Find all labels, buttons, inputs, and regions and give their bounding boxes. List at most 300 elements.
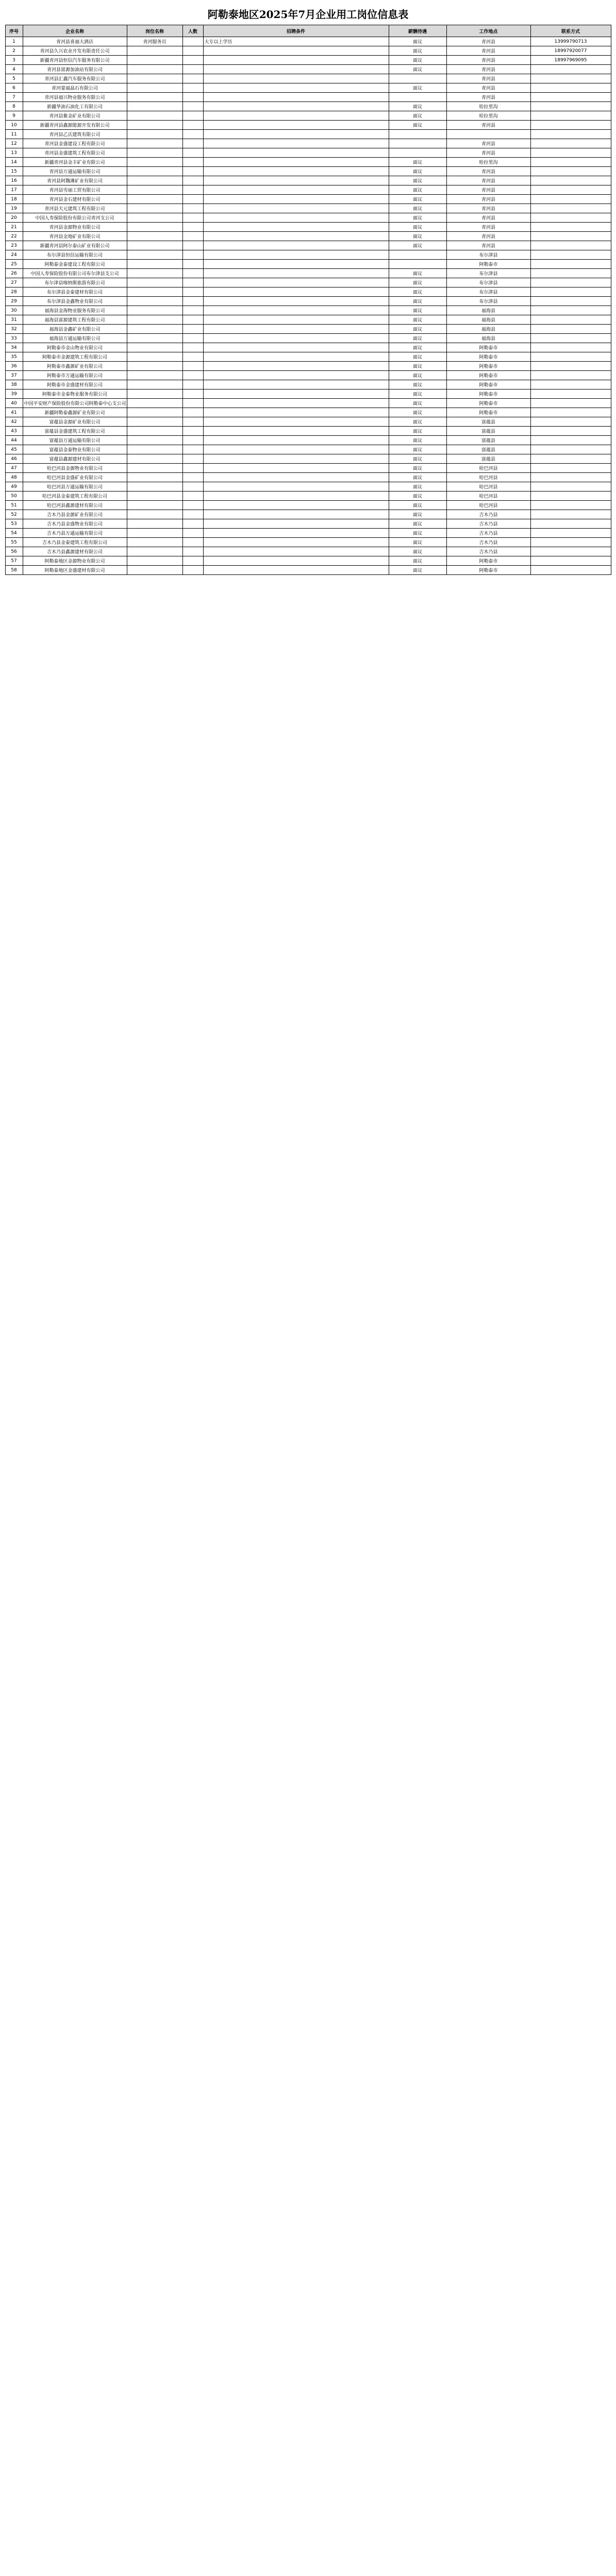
cell-company: 中国平安财产保险股份有限公司阿勒泰中心支公司 (23, 399, 127, 408)
cell-contact (530, 380, 611, 389)
cell-contact (530, 213, 611, 223)
cell-location: 阿勒泰市 (446, 343, 530, 352)
cell-location: 布尔津县 (446, 297, 530, 306)
cell-no: 15 (5, 167, 23, 176)
cell-contact (530, 492, 611, 501)
cell-requirement (203, 362, 389, 371)
header-contact: 联系方式 (530, 25, 611, 37)
cell-count (182, 260, 203, 269)
cell-contact (530, 148, 611, 158)
cell-company: 哈巴河县金泰建筑工程有限公司 (23, 492, 127, 501)
cell-company: 吉木乃县鑫源建材有限公司 (23, 547, 127, 556)
cell-no: 48 (5, 473, 23, 482)
cell-salary: 面议 (389, 399, 446, 408)
cell-salary: 面议 (389, 343, 446, 352)
cell-location: 吉木乃县 (446, 519, 530, 529)
cell-position: 青河服务员 (127, 37, 182, 46)
cell-location: 吉木乃县 (446, 510, 530, 519)
cell-position (127, 176, 182, 185)
cell-requirement (203, 427, 389, 436)
cell-position (127, 65, 182, 74)
cell-contact (530, 482, 611, 492)
table-row (5, 83, 611, 93)
cell-location (446, 130, 530, 139)
cell-position (127, 501, 182, 510)
cell-requirement (203, 185, 389, 195)
table-row (5, 74, 611, 83)
cell-salary: 面议 (389, 223, 446, 232)
cell-company: 富蕴县鑫源建材有限公司 (23, 454, 127, 464)
cell-requirement (203, 371, 389, 380)
cell-location: 福海县 (446, 334, 530, 343)
cell-salary: 面议 (389, 83, 446, 93)
cell-count (182, 566, 203, 575)
cell-count (182, 204, 203, 213)
cell-contact (530, 65, 611, 74)
cell-salary: 面议 (389, 436, 446, 445)
cell-company: 青河县阿魏滩矿业有限公司 (23, 176, 127, 185)
cell-no: 54 (5, 529, 23, 538)
cell-contact (530, 83, 611, 93)
cell-contact (530, 93, 611, 102)
cell-company: 青河县福兴物业服务有限公司 (23, 93, 127, 102)
cell-requirement (203, 158, 389, 167)
cell-position (127, 464, 182, 473)
cell-contact (530, 519, 611, 529)
cell-no: 30 (5, 306, 23, 315)
cell-count (182, 325, 203, 334)
cell-no: 55 (5, 538, 23, 547)
cell-salary: 面议 (389, 547, 446, 556)
cell-requirement (203, 223, 389, 232)
cell-position (127, 352, 182, 362)
cell-position (127, 380, 182, 389)
cell-salary: 面议 (389, 473, 446, 482)
cell-location: 福海县 (446, 306, 530, 315)
cell-position (127, 148, 182, 158)
cell-location: 阿勒泰市 (446, 260, 530, 269)
cell-location: 阿勒泰市 (446, 399, 530, 408)
cell-no: 42 (5, 417, 23, 427)
cell-salary: 面议 (389, 427, 446, 436)
cell-requirement (203, 213, 389, 223)
cell-count (182, 297, 203, 306)
cell-salary: 面议 (389, 464, 446, 473)
cell-salary: 面议 (389, 482, 446, 492)
table-row (5, 417, 611, 427)
cell-requirement (203, 408, 389, 417)
cell-salary (389, 148, 446, 158)
cell-salary: 面议 (389, 111, 446, 121)
table-row (5, 185, 611, 195)
header-company: 企业名称 (23, 25, 127, 37)
table-row (5, 529, 611, 538)
cell-contact (530, 232, 611, 241)
cell-contact (530, 362, 611, 371)
cell-salary (389, 250, 446, 260)
table-row (5, 538, 611, 547)
cell-requirement (203, 232, 389, 241)
cell-contact (530, 74, 611, 83)
cell-requirement (203, 454, 389, 464)
cell-count (182, 241, 203, 250)
cell-salary: 面议 (389, 241, 446, 250)
cell-count (182, 37, 203, 46)
cell-no: 27 (5, 278, 23, 287)
cell-contact (530, 538, 611, 547)
cell-requirement (203, 417, 389, 427)
cell-location: 哈拉里沟 (446, 102, 530, 111)
cell-location: 青河县 (446, 139, 530, 148)
cell-contact (530, 399, 611, 408)
cell-no: 32 (5, 325, 23, 334)
cell-salary: 面议 (389, 417, 446, 427)
cell-location: 青河县 (446, 83, 530, 93)
cell-count (182, 65, 203, 74)
cell-count (182, 46, 203, 56)
cell-no: 5 (5, 74, 23, 83)
cell-salary: 面议 (389, 297, 446, 306)
cell-contact (530, 436, 611, 445)
cell-company: 哈巴河县金盛矿业有限公司 (23, 473, 127, 482)
cell-position (127, 74, 182, 83)
cell-count (182, 352, 203, 362)
cell-position (127, 399, 182, 408)
cell-requirement (203, 102, 389, 111)
cell-company: 阿勒泰地区金源物业有限公司 (23, 556, 127, 566)
cell-company: 青河县金源物业有限公司 (23, 223, 127, 232)
cell-contact (530, 121, 611, 130)
cell-count (182, 278, 203, 287)
cell-salary (389, 260, 446, 269)
cell-salary: 面议 (389, 195, 446, 204)
cell-requirement (203, 343, 389, 352)
cell-requirement (203, 436, 389, 445)
cell-requirement (203, 464, 389, 473)
cell-location: 哈巴河县 (446, 473, 530, 482)
cell-count (182, 176, 203, 185)
cell-no: 6 (5, 83, 23, 93)
cell-no: 3 (5, 56, 23, 65)
cell-no: 49 (5, 482, 23, 492)
cell-contact (530, 464, 611, 473)
cell-contact (530, 139, 611, 148)
cell-location: 青河县 (446, 46, 530, 56)
cell-location: 布尔津县 (446, 287, 530, 297)
table-row (5, 250, 611, 260)
cell-location: 哈巴河县 (446, 492, 530, 501)
cell-count (182, 482, 203, 492)
cell-location: 哈巴河县 (446, 482, 530, 492)
cell-requirement (203, 260, 389, 269)
table-row (5, 334, 611, 343)
cell-count (182, 436, 203, 445)
cell-company: 吉木乃县金泰建筑工程有限公司 (23, 538, 127, 547)
cell-requirement (203, 130, 389, 139)
cell-count (182, 445, 203, 454)
table-row (5, 176, 611, 185)
cell-position (127, 121, 182, 130)
cell-salary: 面议 (389, 334, 446, 343)
cell-contact (530, 111, 611, 121)
cell-count (182, 417, 203, 427)
cell-company: 阿勒泰市金盛建材有限公司 (23, 380, 127, 389)
cell-company: 布尔津县金鑫物业有限公司 (23, 297, 127, 306)
cell-company: 青河县汇鑫汽车服务有限公司 (23, 74, 127, 83)
table-row (5, 232, 611, 241)
cell-company: 青河县乙氏建筑有限公司 (23, 130, 127, 139)
cell-salary (389, 130, 446, 139)
cell-salary: 面议 (389, 213, 446, 223)
cell-no: 29 (5, 297, 23, 306)
cell-company: 富蕴县金源矿业有限公司 (23, 417, 127, 427)
cell-salary: 面议 (389, 408, 446, 417)
cell-position (127, 185, 182, 195)
cell-company: 中国人寿保险股份有限公司青河支公司 (23, 213, 127, 223)
cell-no: 38 (5, 380, 23, 389)
cell-salary: 面议 (389, 315, 446, 325)
cell-company: 布尔津县金泰建材有限公司 (23, 287, 127, 297)
table-row (5, 325, 611, 334)
cell-salary: 面议 (389, 269, 446, 278)
cell-count (182, 195, 203, 204)
cell-salary: 面议 (389, 167, 446, 176)
cell-position (127, 158, 182, 167)
cell-salary: 面议 (389, 389, 446, 399)
cell-position (127, 538, 182, 547)
cell-requirement (203, 56, 389, 65)
cell-location: 青河县 (446, 93, 530, 102)
cell-company: 青河县金盛建设工程有限公司 (23, 139, 127, 148)
cell-location: 哈拉里沟 (446, 111, 530, 121)
cell-requirement (203, 65, 389, 74)
cell-requirement (203, 538, 389, 547)
table-row (5, 260, 611, 269)
cell-contact (530, 445, 611, 454)
table-row (5, 315, 611, 325)
table-row (5, 371, 611, 380)
cell-no: 20 (5, 213, 23, 223)
cell-requirement (203, 176, 389, 185)
table-row (5, 454, 611, 464)
table-row (5, 362, 611, 371)
table-row (5, 547, 611, 556)
cell-position (127, 167, 182, 176)
cell-company: 新疆青河县鑫源能源开发有限公司 (23, 121, 127, 130)
table-row (5, 445, 611, 454)
cell-no: 44 (5, 436, 23, 445)
cell-count (182, 130, 203, 139)
cell-requirement (203, 250, 389, 260)
cell-company: 青河蒙福晶石有限公司 (23, 83, 127, 93)
cell-count (182, 148, 203, 158)
cell-requirement (203, 111, 389, 121)
cell-location: 福海县 (446, 315, 530, 325)
cell-contact (530, 529, 611, 538)
cell-no: 16 (5, 176, 23, 185)
cell-requirement (203, 195, 389, 204)
cell-position (127, 83, 182, 93)
cell-location: 青河县 (446, 74, 530, 83)
cell-position (127, 389, 182, 399)
cell-location: 阿勒泰市 (446, 362, 530, 371)
cell-contact (530, 427, 611, 436)
cell-company: 青河县久兴农业开发有限责任公司 (23, 46, 127, 56)
cell-position (127, 334, 182, 343)
cell-no: 17 (5, 185, 23, 195)
cell-location: 布尔津县 (446, 250, 530, 260)
cell-count (182, 223, 203, 232)
cell-position (127, 297, 182, 306)
cell-no: 13 (5, 148, 23, 158)
cell-location: 青河县 (446, 195, 530, 204)
cell-company: 青河县金盛建筑工程有限公司 (23, 148, 127, 158)
cell-salary: 面议 (389, 380, 446, 389)
cell-contact (530, 185, 611, 195)
cell-company: 中国人寿保险股份有限公司布尔津县支公司 (23, 269, 127, 278)
cell-requirement (203, 519, 389, 529)
cell-position (127, 417, 182, 427)
cell-location: 吉木乃县 (446, 547, 530, 556)
cell-requirement: 大专以上学历 (203, 37, 389, 46)
cell-company: 哈巴河县万通运输有限公司 (23, 482, 127, 492)
cell-no: 26 (5, 269, 23, 278)
cell-contact (530, 260, 611, 269)
cell-no: 34 (5, 343, 23, 352)
cell-contact (530, 223, 611, 232)
cell-position (127, 510, 182, 519)
cell-location: 哈巴河县 (446, 501, 530, 510)
cell-no: 50 (5, 492, 23, 501)
cell-requirement (203, 556, 389, 566)
cell-count (182, 158, 203, 167)
cell-requirement (203, 380, 389, 389)
cell-contact (530, 250, 611, 260)
cell-position (127, 195, 182, 204)
cell-requirement (203, 510, 389, 519)
cell-company: 新疆青河县金丰矿业有限公司 (23, 158, 127, 167)
cell-requirement (203, 492, 389, 501)
cell-location: 阿勒泰市 (446, 408, 530, 417)
cell-requirement (203, 46, 389, 56)
cell-location: 阿勒泰市 (446, 380, 530, 389)
cell-contact (530, 241, 611, 250)
table-row (5, 510, 611, 519)
cell-position (127, 454, 182, 464)
cell-location: 青河县 (446, 56, 530, 65)
cell-position (127, 362, 182, 371)
cell-position (127, 139, 182, 148)
cell-count (182, 510, 203, 519)
cell-count (182, 362, 203, 371)
cell-count (182, 389, 203, 399)
cell-count (182, 492, 203, 501)
cell-position (127, 445, 182, 454)
cell-no: 57 (5, 556, 23, 566)
cell-contact (530, 547, 611, 556)
table-row (5, 473, 611, 482)
cell-location: 富蕴县 (446, 427, 530, 436)
cell-salary: 面议 (389, 454, 446, 464)
cell-no: 33 (5, 334, 23, 343)
table-row (5, 167, 611, 176)
cell-no: 21 (5, 223, 23, 232)
cell-salary: 面议 (389, 65, 446, 74)
cell-position (127, 315, 182, 325)
cell-position (127, 473, 182, 482)
cell-requirement (203, 297, 389, 306)
cell-salary: 面议 (389, 287, 446, 297)
cell-position (127, 260, 182, 269)
cell-salary (389, 93, 446, 102)
cell-contact (530, 297, 611, 306)
cell-location: 青河县 (446, 185, 530, 195)
cell-requirement (203, 93, 389, 102)
cell-company: 富蕴县金泰物业有限公司 (23, 445, 127, 454)
cell-no: 1 (5, 37, 23, 46)
cell-salary: 面议 (389, 102, 446, 111)
cell-position (127, 241, 182, 250)
cell-contact (530, 167, 611, 176)
cell-position (127, 306, 182, 315)
cell-count (182, 139, 203, 148)
cell-position (127, 250, 182, 260)
table-row (5, 241, 611, 250)
cell-requirement (203, 547, 389, 556)
cell-company: 阿勒泰地区金盛建材有限公司 (23, 566, 127, 575)
cell-contact (530, 158, 611, 167)
cell-company: 布尔津县恒信运输有限公司 (23, 250, 127, 260)
cell-requirement (203, 139, 389, 148)
table-row (5, 352, 611, 362)
cell-location: 吉木乃县 (446, 529, 530, 538)
cell-no: 31 (5, 315, 23, 325)
table-row (5, 519, 611, 529)
cell-location: 青河县 (446, 176, 530, 185)
cell-no: 14 (5, 158, 23, 167)
cell-no: 2 (5, 46, 23, 56)
cell-contact (530, 371, 611, 380)
cell-location: 青河县 (446, 232, 530, 241)
cell-position (127, 223, 182, 232)
cell-position (127, 130, 182, 139)
table-row (5, 213, 611, 223)
cell-requirement (203, 445, 389, 454)
cell-contact (530, 454, 611, 464)
table-row (5, 306, 611, 315)
cell-no: 58 (5, 566, 23, 575)
cell-count (182, 56, 203, 65)
cell-contact (530, 389, 611, 399)
cell-location: 阿勒泰市 (446, 371, 530, 380)
cell-position (127, 278, 182, 287)
cell-position (127, 408, 182, 417)
cell-location: 青河县 (446, 121, 530, 130)
cell-requirement (203, 501, 389, 510)
cell-no: 24 (5, 250, 23, 260)
cell-location: 青河县 (446, 204, 530, 213)
table-row (5, 37, 611, 46)
cell-requirement (203, 148, 389, 158)
table-row (5, 102, 611, 111)
cell-requirement (203, 241, 389, 250)
table-row (5, 278, 611, 287)
cell-no: 47 (5, 464, 23, 473)
cell-contact (530, 408, 611, 417)
table-row (5, 139, 611, 148)
cell-company: 青河县富源加油站有限公司 (23, 65, 127, 74)
table-row (5, 482, 611, 492)
